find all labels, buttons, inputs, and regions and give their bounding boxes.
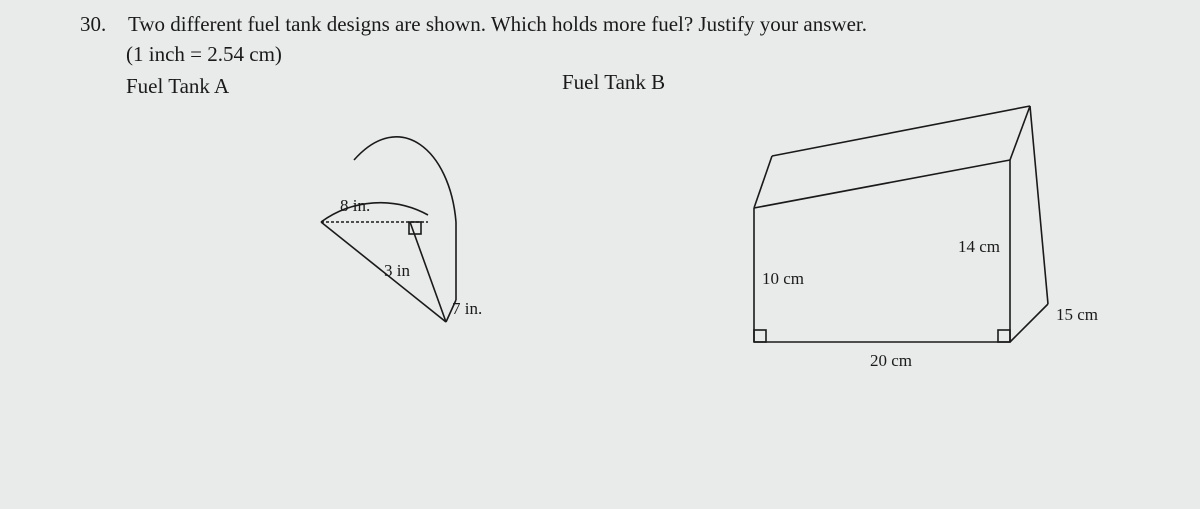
unit-conversion: (1 inch = 2.54 cm) xyxy=(126,42,282,66)
tank-b-top-back xyxy=(772,106,1030,156)
tank-b-top-left xyxy=(754,156,772,208)
tank-b-right-angle-left xyxy=(754,330,766,342)
tank-b-dim-depth: 15 cm xyxy=(1056,305,1099,324)
tank-b-back-right xyxy=(1030,106,1048,304)
tank-b-dim-width: 20 cm xyxy=(870,351,913,370)
tank-a-dim-length: 7 in. xyxy=(452,299,483,318)
tank-b-dim-slant: 14 cm xyxy=(958,237,1001,256)
tank-b-front-top xyxy=(754,160,1010,208)
question-text: Two different fuel tank designs are shown. Which holds more fuel? Justify your answer. xyxy=(128,12,867,36)
tank-b-right-angle-right xyxy=(998,330,1010,342)
tank-b-dim-height: 10 cm xyxy=(762,269,805,288)
tank-a-dim-height: 3 in xyxy=(384,261,410,280)
tank-b-label: Fuel Tank B xyxy=(562,70,666,94)
tank-a-dim-diameter: 8 in. xyxy=(340,196,371,215)
question-number: 30. xyxy=(80,12,107,36)
tank-b-side-bottom xyxy=(1010,304,1048,342)
tank-b-top-right xyxy=(1010,106,1030,160)
tank-a-label: Fuel Tank A xyxy=(126,74,230,98)
